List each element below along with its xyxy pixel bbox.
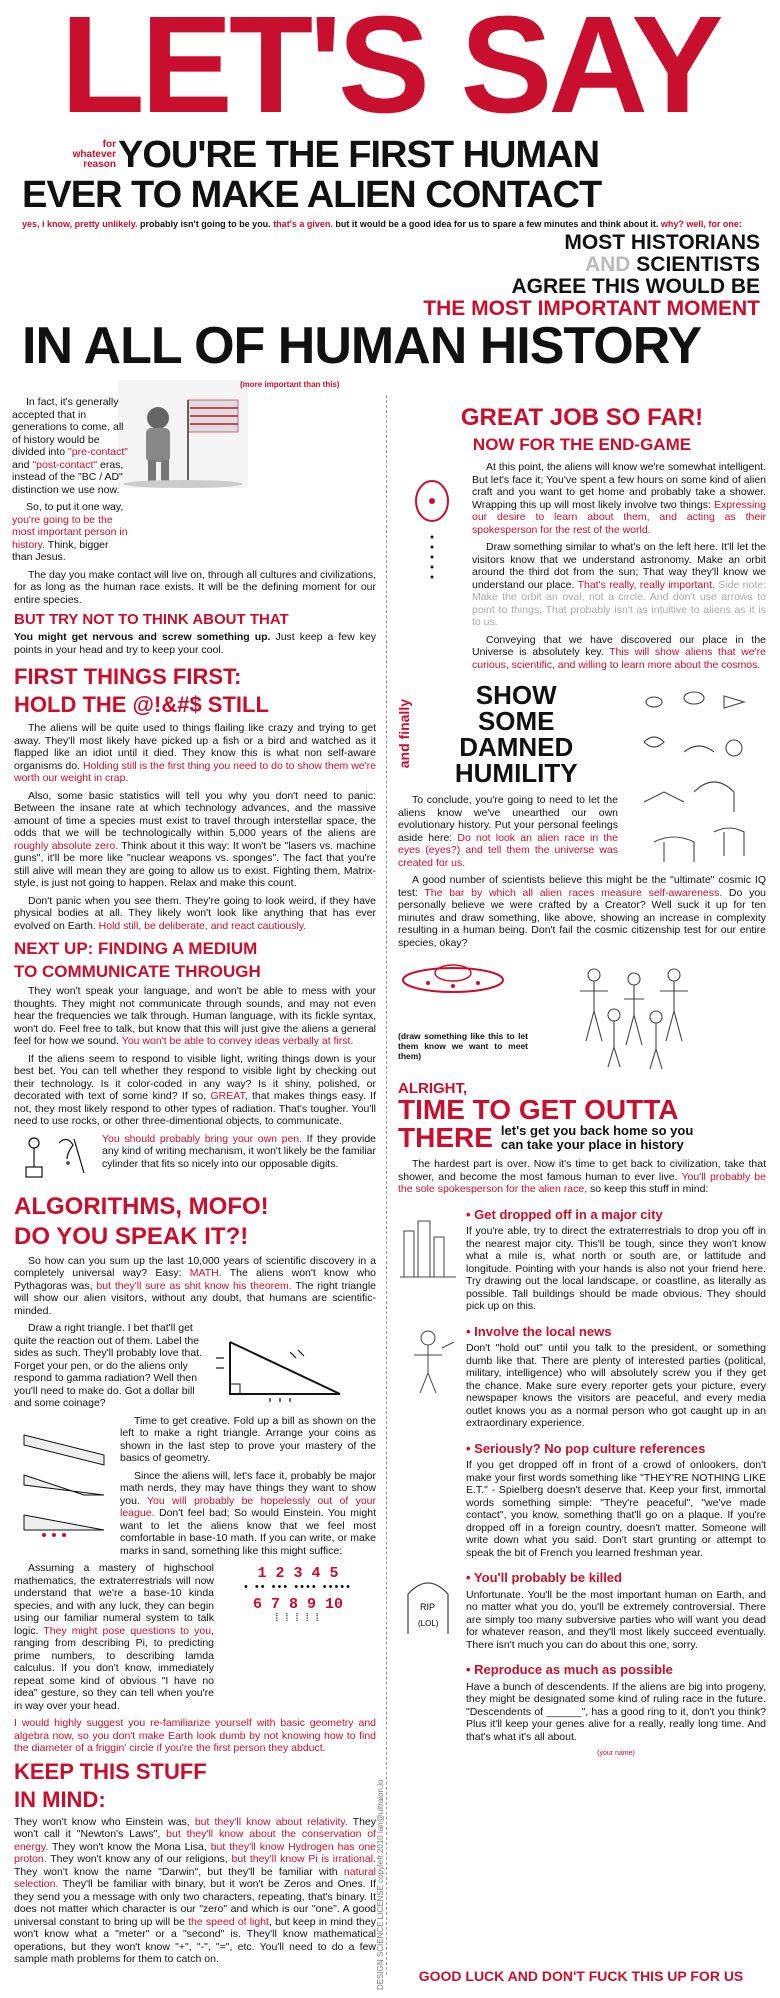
human-history-heading: IN ALL OF HUMAN HISTORY [22,317,701,375]
body-text: You will probably be hopelessly out of your league. [120,1494,376,1519]
bullet-text: Have a bunch of descendents. If the aliens are big into progeny, they might be designated some kind of ruling race in the future. "Descendents of ______", has a good ring to it, don't you think? Plus it'll keep your genes alive for a really, really long time. And that's what it's all about. [466,1680,766,1743]
city-drawing [398,1201,460,1318]
bullet-text: If you get dropped off in front of a crowd of onlookers, don't make your first words something like "THEY'RE NOTHING LIKE E.T." - Spielberg doesn't deserve that. Keep your first, immortal words something simple: "They're peaceful", "we've made contact", you know, something that'll go on a plaque. If you're dropped off in a foreign country, doesn't matter. Someone will write down what you said. Don't start grunting or attempt to speak the bit of French you learned freshman year. [466,1459,766,1559]
intro-text: and [12,458,33,471]
body-text: Conveying that we have discovered our place in the Universe is absolutely key. [472,633,766,658]
body-text: They'll be familiar with binary, but it won't be Zeros and Ones. If they send you a message with only two characters, repeating, that's binary. It does not matter which character is our "zero" and which is our "one". A good universal constant to bring up will be [14,1878,376,1928]
intro-text: you're going to be the most important person in history. [12,513,128,551]
intro-text: Think, bigger than Jesus. [12,538,109,563]
body-text: You should probably bring your own pen. [102,1132,303,1145]
ufo-drawing [398,955,508,1005]
body-text: Hold still, be deliberate, and react cautiously. [98,919,307,932]
intro-text: The day you make contact will live on, through all cultures and civilizations, for as long as the human race exists. It will be the defining moment for our entire species. [14,568,376,606]
for-whatever-reason-note: for whatever reason [72,139,116,170]
body-text: but they'll know Hydrogen has one proton. [14,1840,377,1865]
body-text: That's really, really important. [577,578,715,591]
there-heading: THERE [398,1122,493,1153]
intro-text: Just keep a few key points in your head and try to keep your cool. [14,631,376,656]
grave-drawing [398,1564,460,1656]
body-text: Since the aliens will, let's face it, probably be major math nerds, they may have things they want to show you. [120,1469,376,1507]
humility-line: SHOW [475,680,557,710]
most-scientists-line [360,254,760,276]
body-text: but they'll know about relativity. [194,1815,348,1828]
license-note: DESIGN SCIENCE LICENSE copyleft 2010 ian@ultraion.io [376,1779,385,1990]
body-text: , but keep in mind they won't know what a "meter" or a "second" is. They'll know mathematical operations, but they won't know "+", "-", "=", etc. You'll need to do a few sample math problems for them to catch on. [14,1915,376,1965]
body-text: but they'll know about the conservation of energy. [14,1828,377,1853]
great-job-heading: GREAT JOB SO FAR! [460,404,704,431]
agree-line: AGREE THIS WOULD BE [511,275,760,298]
left-column [14,396,376,1971]
first-things-heading: FIRST THINGS FIRST: [14,664,242,689]
try-not-heading: BUT TRY NOT TO THINK ABOUT THAT [14,611,289,628]
body-text: MATH. [189,1267,222,1279]
bullet-item [398,1318,766,1435]
base10-section [14,1562,376,1717]
scientists-word: SCIENTISTS [630,253,760,276]
intro-text: In fact, it's generally accepted that in generations to come, all of history would be divided into [12,396,124,458]
body-text: Think about it this way: It won't be "lasers vs. machine guns", it'll be more like "nuclear weapons vs. sponges". The fact that you're still alive will mean they are going to allow us to exist. Fighting them, Matrix-style, is just not going to happen. Relax and make this count. [14,839,376,889]
intro-narrow-text [12,396,130,564]
bullet-heading: • Seriously? No pop culture references [466,1440,706,1456]
draw-note: (draw something like this to let them know we want to meet them) [398,1030,528,1061]
bullet-heading: • Involve the local news [466,1323,612,1339]
body-text: They won't know the Mona Lisa, [48,1840,211,1853]
people-drawing [534,955,734,1075]
outta-heading-block [398,1081,766,1152]
column-divider [386,395,387,1975]
pen-drawing [14,1133,94,1187]
bullet-item [398,1656,766,1761]
body-text: Draw something similar to what's on the left here. It'll let the visitors know that we understand astronomy. Make an orbit around the third dot from the sun; That way they'll know we understand our place. [472,541,766,591]
bullet-item [398,1435,766,1565]
svg-text:RIP: RIP [420,1602,436,1612]
triangle-section [14,1322,376,1415]
outta-subtitle: can take your place in history [500,1137,684,1152]
body-text: The hardest part is over. Now it's time to get back to civilization, take that shower, and become the most famous human to ever live. [398,1158,766,1183]
bullet-spacer [398,1435,460,1565]
news-drawing [398,1318,460,1435]
digits-drawing: 1 2 3 4 5 • •• ••• •••• ••••• 6 7 8 9 10 ⁞ ⁞ ⁞ ⁞ ⁞ [220,1562,376,1717]
bullet-text: If you're able, try to direct the extraterrestrials to drop you off in the nearest major city. This'll be tough, since they won't know what a mile is, what north or south are, or lattitude and longitude. Pointing with your hands is also not your friend here. Try drawing out the local landscape, or coastline, as literally as possible. Tall buildings should be made obvious. They should pick up on this. [466,1225,766,1312]
body-text: GREAT [210,1090,245,1102]
svg-text:(LOL): (LOL) [418,1619,439,1628]
hold-still-heading: HOLD THE @!&#$ STILL [14,692,269,717]
bullet-heading-text: Reproduce as much as possible [474,1662,673,1677]
body-text: Don't feel bad; So would Einstein. You might want to let the aliens know that we feel most comfortable in base-10 math. If you can write, or make marks in sand, something like this might suffice: [120,1507,376,1557]
in-mind-heading: IN MIND: [14,1786,106,1812]
digits-bottom: 6 7 8 9 10 [252,1596,343,1613]
body-text: Holding still is the first thing you need to do to show them we're worth our weight in crap. [14,759,376,784]
body-text: You won't be able to convey ideas verbally at first. [121,1035,354,1047]
body-text: They won't know any of our religions, [46,1853,232,1865]
bullet-text: Unfortunate. You'll be the most important human on Earth, and no matter what you do, you'll be extremely controversial. There are simply too many subversive parties who will want you dead for whatever reason, and they'll most likely succeed eventually. There isn't much you can do about this one, sorry. [466,1588,766,1651]
body-text: Side note: Make the orbit an oval, not a circle. And don't use arrows to point to things; That probably isn't as intuitive to aliens as it is to us. [472,578,766,628]
humility-section [398,682,766,874]
bullet-heading: • Get dropped off in a major city [466,1206,663,1222]
tagline-part: that's a given. [270,219,333,229]
right-column [398,400,766,1761]
solar-section [398,461,766,676]
body-text: They won't speak your language, and won't be able to mess with your thoughts. They might not communicate through sounds, and may not even hear the frequencies we talk through. Human language, with its fickle syntax, won't do. Feel free to talk, but know that this will just give the aliens a general feel for how we sound. [14,985,376,1047]
body-text: The right triangle will show our alien visitors, without any doubt, that humans are scientific-minded. [14,1279,376,1317]
intro-text: So, to put it one way, [26,501,124,513]
next-up-heading: NEXT UP: FINDING A MEDIUM [14,939,258,958]
ufo-section [398,955,766,1075]
intro-text: "pre-contact" [68,446,129,458]
body-text: If they provide any kind of writing mechanism, it won't likely be the familiar cylinder that fits so nicely into our opposable digits. [102,1132,377,1170]
pen-section [14,1133,376,1187]
and-finally-label: and finally [396,699,412,769]
and-word: AND [584,253,631,276]
tagline-part: probably isn't going to be you. [137,219,271,229]
most-historians-line: MOST HISTORIANS [564,231,760,254]
subtitle-line-2: EVER TO MAKE ALIEN CONTACT [22,174,602,216]
tagline-part: why? well, for one: [658,219,742,229]
tagline-part: but it would be a good idea for us to spare a few minutes and think about it. [332,219,659,229]
evolution-drawing [624,682,764,872]
your-name-label: (your name) [597,1750,635,1757]
solar-system-drawing [398,461,466,621]
most-historians-block [360,232,760,320]
outta-heading: TIME TO GET OUTTA [398,1094,679,1125]
body-text: but they'll know Pi is irrational. [231,1853,376,1865]
body-text: The aliens will be quite used to things flailing like crazy and trying to get away. They'll most likely have picked up a fish or a bird and watched as it flapped like an idiot until it died. They know this is what non self-aware organisms do. [14,722,376,772]
intro-text: You might get nervous and screw something up. [14,631,271,643]
most-important-line: THE MOST IMPORTANT MOMENT [423,297,760,320]
intro-text: eras, instead of the "BC / AD" distinction we use now. [12,458,124,496]
body-text: Do not look an alien race in the eyes (eyes?) and tell them the universe was created for us. [398,831,619,869]
bullet-heading-text: Seriously? No pop culture references [474,1440,706,1456]
body-text: Draw a right triangle. I bet that'll get quite the reaction out of them. Label the sides as such. They'll probably love that. Forget your pen, or do the aliens only respond to gamma radiation? Well then you'll need to make do. Got a dollar bill and some coinage? [14,1322,202,1409]
bill-fold-section [14,1415,376,1563]
body-text: A good number of scientists believe this might be the "ultimate" cosmic IQ test: [398,874,766,899]
body-text: I would highly suggest you re-familiarize yourself with basic geometry and algebra now, so you don't make Earth look dumb by not knowing how to find the diameter of a friggin' circle if you're the first person they abduct. [14,1717,376,1754]
main-title: LET'S SAY [60,0,720,142]
body-text: They won't know who Einstein was, [14,1815,195,1828]
body-text: The aliens won't know who Pythagoras was, [14,1267,376,1292]
humility-line: DAMNED [459,732,574,762]
tagline-part: yes, i know, pretty unlikely. [22,219,138,229]
folded-bill-drawing [14,1415,114,1545]
body-text: So how can you sum up the last 10,000 years of scientific discovery in a completely universal way? Easy: [14,1254,376,1279]
body-text: They won't call it "Newton's Laws", [14,1815,377,1840]
bullet-heading-text: You'll probably be killed [473,1570,622,1585]
alright-label: ALRIGHT, [398,1080,468,1097]
body-text: Expressing our desire to learn about them, and acting as their spokesperson for the rest of the world. [472,498,766,536]
footer-slogan: GOOD LUCK AND DON'T FUCK THIS UP FOR US [418,1968,744,1984]
body-text: This will show aliens that we're curious, scientific, and willing to learn more about the cosmos. [472,646,766,671]
intro-text: "post-contact" [32,458,98,471]
body-text: , that makes things easy. If not, they most likely respond to other types of radiation. That's tougher. You'll need to use rocks, or other three-dimentional objects, to communicate. [14,1090,376,1127]
bullet-spacer [398,1656,460,1761]
body-text: Time to get creative. Fold up a bill as shown on the left to make a right triangle. Arrange your coins as shown in the last step to prove your mastery of the basics of geometry. [120,1414,376,1464]
body-text: If the aliens seem to respond to visible light, writing things down is your best bet. You can tell whether they respond to visible light by checking out their technology. Is it color-coded in any way? Is it shiny, polished, or decorated with text of some kind? If so, [14,1052,376,1102]
humility-heading [415,682,619,786]
bullet-heading: • You'll probably be killed [466,1570,622,1585]
speak-it-heading: DO YOU SPEAK IT?! [14,1222,249,1250]
humility-line: HUMILITY [454,758,578,788]
body-text: but they'll sure as shit know his theorem. [96,1279,292,1292]
body-text: Do you personally believe we were crafted by a Creator? Well suck it up for ten minutes and draw something, like above, showing an increase in complexity resulting in a human being. Don't fail the cosmic citizenship test for our entire species, okay? [398,886,766,949]
body-text: , ranging from describing Pi, to predicting prime numbers, to describing lamda calculus. If you don't know, immediately repeat some kind of obvious "I have no idea" gesture, so they can tell when you're in way over your head. [14,1624,214,1712]
bullet-text: Don't "hold out" until you talk to the president, or something dumb like that. There are plenty of interested parties (political, military, intelligence) who will absolutely screw you if they get the chance. Make sure every reporter gets your picture, every newspaper knows the visitors are peaceful, and every media outlet knows you as a normal person who got caught up in an extraordinary experience. [466,1342,766,1429]
bullet-list [398,1201,766,1761]
end-game-heading: NOW FOR THE END-GAME [472,435,692,454]
body-text: Don't panic when you see them. They're going to look weird, if they have physical bodies at all. They likely won't look like anything that has ever evolved on Earth. [14,894,376,932]
body-text: At this point, the aliens will know we're somewhat intelligent. But let's face it; You've spent a few hours on some kind of alien craft and you want to get home and probably take a shower. Wrapping this up will most likely involve two things: [472,461,766,511]
body-text: so keep this stuff in mind: [587,1183,709,1195]
humility-heading-block [398,682,618,786]
more-important-note: (more important than this) [240,380,340,389]
body-text: roughly absolute zero. [14,839,119,852]
communicate-heading: TO COMMUNICATE THROUGH [14,962,261,981]
bullet-item [398,1201,766,1318]
bullet-heading: • Reproduce as much as possible [466,1662,673,1677]
keep-stuff-heading: KEEP THIS STUFF [14,1758,207,1784]
body-text: natural selection. [14,1865,376,1890]
subtitle-line-1: YOU'RE THE FIRST HUMAN [118,134,600,176]
body-text: They won't know the name "Darwin", but they'll be familiar with [14,1865,344,1878]
outta-subtitle: let's get you back home so you [500,1123,694,1138]
humility-line: SOME [477,706,555,736]
bullet-heading-text: Get dropped off in a major city [474,1206,663,1222]
body-text: Assuming a mastery of highschool mathematics, the extraterrestrials will now understand that we're a base-10 kinda species, and with any luck, they can begin using our familiar numeral system to talk logic. [14,1562,214,1637]
algorithms-heading: ALGORITHMS, MOFO! [14,1192,269,1220]
body-text: Also, some basic statistics will tell you why you don't need to panic: Between the insane rate at which technology advances, and the massive amount of time a species must exist to travel through interstellar space, the odds that we will be technologically within 5,000 years of the aliens are [14,789,376,839]
body-text: the speed of light [188,1915,269,1928]
body-text: You'll probably be the sole spokesperson for the alien race, [398,1170,766,1195]
right-triangle-drawing [210,1322,360,1406]
body-text: They might pose questions to you [43,1624,212,1637]
bullet-heading-text: Involve the local news [474,1323,612,1339]
body-text: To conclude, you're going to need to let the aliens know we've unearthed our own evolutionary history. Put your personal feelings aside here: [398,794,618,844]
bullet-item [398,1564,766,1656]
digits-top: 1 2 3 4 5 [257,1565,339,1582]
tagline [22,218,762,230]
body-text: The bar by which all alien races measure self-awareness. [424,886,723,899]
